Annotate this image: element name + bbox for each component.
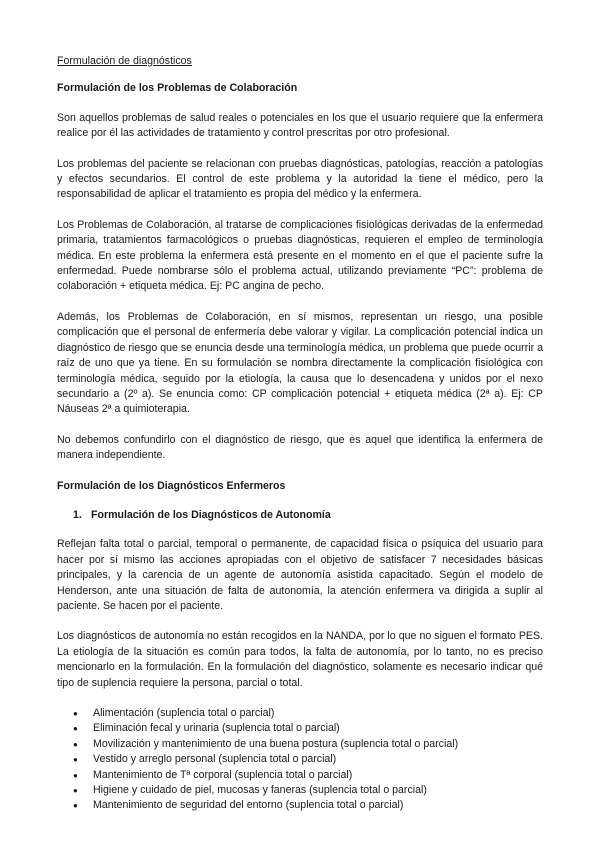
list-item: ● Mantenimiento de Tª corporal (suplencia total o parcial) [73,768,543,783]
document-title: Formulación de diagnósticos [57,55,192,67]
list-item: ● Movilización y mantenimiento de una buena postura (suplencia total o parcial) [73,737,543,752]
paragraph: Son aquellos problemas de salud reales o potenciales en los que el usuario requiere que la enfermera realice por él las actividades de tratamiento y control prescritas por otro profesional. [57,111,543,140]
section-heading-problemas-colaboracion: Formulación de los Problemas de Colaboración [57,82,298,95]
list-item: ● Vestido y arreglo personal (suplencia total o parcial) [73,752,543,767]
paragraph: No debemos confundirlo con el diagnóstico de riesgo, que es aquel que identifica la enfermera de manera independiente. [57,433,543,462]
subsection-heading-autonomia [57,508,543,523]
list-item: ● Alimentación (suplencia total o parcial) [73,706,543,721]
list-item: ● Eliminación fecal y urinaria (suplencia total o parcial) [73,721,543,736]
list-item: ● Higiene y cuidado de piel, mucosas y faneras (suplencia total o parcial) [73,783,543,798]
subsection-number: 1. [73,508,82,521]
paragraph: Los diagnósticos de autonomía no están recogidos en la NANDA, por lo que no siguen el formato PES. La etiología de la situación es común para todos, la falta de autonomía, por lo tanto, no es preciso mencionarlo en la formulación. En la formulación del diagnóstico, solamente es necesario indicar qué tipo de suplencia requiere la persona, parcial o total. [57,630,543,689]
paragraph: Los Problemas de Colaboración, al tratarse de complicaciones fisiológicas derivadas de la enfermedad primaria, tratamientos farmacológicos o pruebas diagnósticas, requieren el empleo de terminología médica. En este problema la enfermera está presente en el momento en el que el paciente sufre la enfermedad. Puede nombrarse sólo el problema actual, utilizando previamente “PC”: problema de colaboración + etiqueta médica. Ej: PC angina de pecho. [57,218,543,293]
paragraph: Reflejan falta total o parcial, temporal o permanente, de capacidad física o psíquica del usuario para hacer por sí mismo las acciones apropiadas con el objetivo de satisfacer 7 necesidades básicas principales, y la carencia de un agente de autonomía asistida capacitado. Según el modelo de Henderson, ante una situación de falta de autonomía, la atención enfermera va dirigida a suplir al paciente. Se hacen por el paciente. [57,538,543,612]
paragraph: Los problemas del paciente se relacionan con pruebas diagnósticas, patologías, reacción a patologías y efectos secundarios. El control de este problema y la autoridad la tiene el médico, pero la responsabilidad de aplicar el tratamiento es propia del médico y la enfermera. [57,157,543,201]
document-page [57,54,543,814]
list-item: ● Mantenimiento de seguridad del entorno (suplencia total o parcial) [73,798,543,813]
section-heading-diagnosticos-enfermeros: Formulación de los Diagnósticos Enfermeros [57,479,286,492]
paragraph: Además, los Problemas de Colaboración, en sí mismos, representan un riesgo, una posible complicación que el personal de enfermería debe valorar y vigilar. La complicación potencial indica un diagnóstico de riesgo que se enuncia desde una terminología médica, un problema que puede ocurrir a raíz de uno que ya tiene. En su formulación se nombra directamente la complicación fisiológica con terminología médica, seguido por la etiología, la causa que lo desencadena y unidos por el nexo secundario a (2º a). Se enuncia como: CP complicación potencial + etiqueta médica (2ª a). Ej: CP Náuseas 2ª a quimioterapia. [57,310,543,416]
subsection-heading-text: Formulación de los Diagnósticos de Autonomía [91,508,331,521]
bullet-list [57,706,543,814]
